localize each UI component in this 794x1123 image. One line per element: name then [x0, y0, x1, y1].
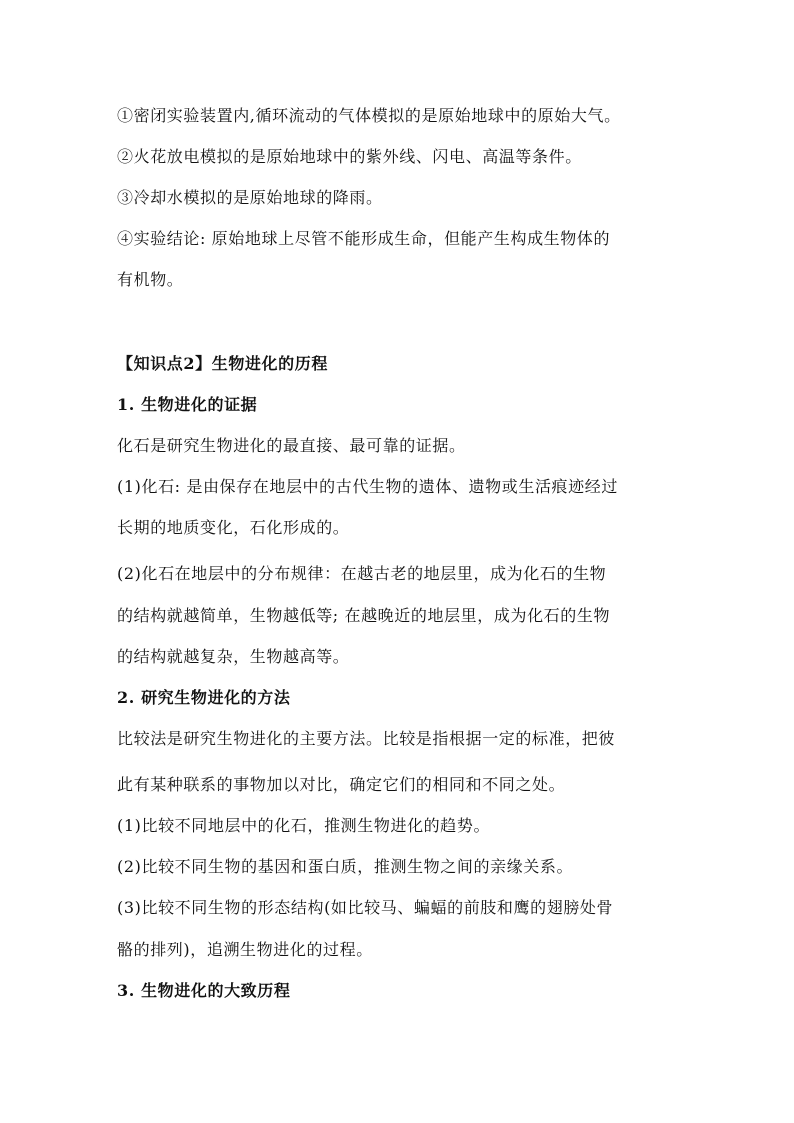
method-item-3-line-2: 骼的排列)，追溯生物进化的过程。 [117, 940, 373, 959]
method-item-2: (2)比较不同生物的基因和蛋白质，推测生物之间的亲缘关系。 [117, 857, 574, 876]
paragraph-item-1: ①密闭实验装置内,循环流动的气体模拟的是原始地球中的原始大气。 [117, 106, 621, 125]
subsection-title-methods: 2. 研究生物进化的方法 [117, 688, 291, 707]
subsection-title-history: 3. 生物进化的大致历程 [117, 981, 291, 1000]
fossil-definition-line-1: (1)化石: 是由保存在地层中的古代生物的遗体、遗物或生活痕迹经过 [117, 477, 618, 496]
paragraph-item-4-continued: 有机物。 [117, 270, 184, 289]
knowledge-point-heading: 【知识点2】生物进化的历程 [117, 354, 328, 373]
method-item-1: (1)比较不同地层中的化石，推测生物进化的趋势。 [117, 816, 491, 835]
paragraph-item-3: ③冷却水模拟的是原始地球的降雨。 [117, 188, 383, 207]
method-item-3-line-1: (3)比较不同生物的形态结构(如比较马、蝙蝠的前肢和鹰的翅膀处骨 [117, 898, 614, 917]
comparison-intro-line-2: 此有某种联系的事物加以对比，确定它们的相同和不同之处。 [117, 775, 566, 794]
fossil-definition-line-2: 长期的地质变化，石化形成的。 [117, 518, 350, 537]
paragraph-item-2: ②火花放电模拟的是原始地球中的紫外线、闪电、高温等条件。 [117, 147, 582, 166]
fossil-distribution-line-1: (2)化石在地层中的分布规律：在越古老的地层里，成为化石的生物 [117, 564, 607, 583]
fossil-distribution-line-2: 的结构就越简单，生物越低等; 在越晚近的地层里，成为化石的生物 [117, 606, 611, 625]
subsection-title-evidence: 1. 生物进化的证据 [117, 395, 258, 414]
fossil-intro: 化石是研究生物进化的最直接、最可靠的证据。 [117, 436, 466, 455]
fossil-distribution-line-3: 的结构就越复杂，生物越高等。 [117, 647, 350, 666]
comparison-intro-line-1: 比较法是研究生物进化的主要方法。比较是指根据一定的标准，把彼 [117, 729, 616, 748]
paragraph-item-4: ④实验结论: 原始地球上尽管不能形成生命，但能产生构成生物体的 [117, 229, 611, 248]
